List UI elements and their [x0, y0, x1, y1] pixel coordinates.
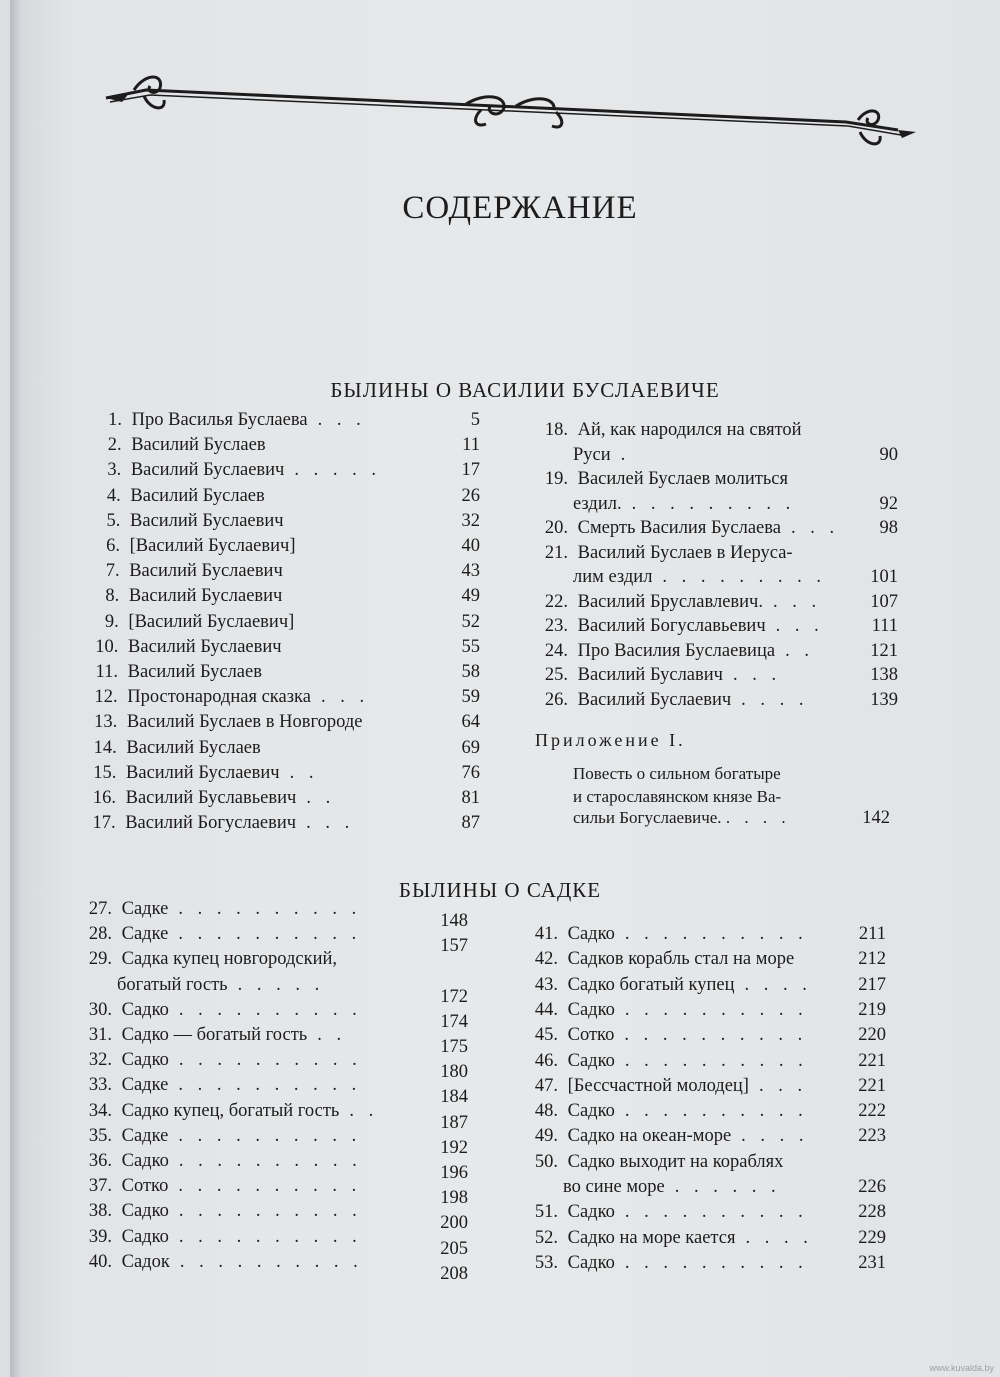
- toc-entry: [88, 635, 281, 659]
- toc-entry: [87, 710, 362, 734]
- leader-dots: . . . . . . . . . .: [178, 924, 362, 945]
- entry-title: Садке: [117, 924, 169, 945]
- toc-entry: [524, 1226, 813, 1250]
- entry-title: Садко купец, богатый гость: [117, 1100, 340, 1121]
- entry-title: Садке: [117, 1075, 169, 1096]
- leader-dots: . . . . . . . . . .: [624, 1025, 808, 1046]
- entry-number: 52.: [534, 1227, 558, 1248]
- entry-number: 9.: [104, 611, 119, 632]
- toc-entry: [524, 973, 812, 997]
- leader-dots: . . . . . . . . . .: [624, 1050, 808, 1071]
- toc-entry: [524, 1074, 807, 1098]
- entry-title: Сотко: [117, 1176, 169, 1197]
- entry-page-number: 208: [440, 1263, 468, 1284]
- toc-entry: [534, 467, 788, 491]
- entry-number: 35.: [88, 1125, 112, 1146]
- appendix-page: 142: [862, 808, 890, 828]
- entry-page-number: 92: [879, 493, 898, 514]
- entry-number: 47.: [534, 1075, 558, 1096]
- toc-entry: [82, 1099, 378, 1123]
- leader-dots: . . . .: [741, 1126, 809, 1147]
- toc-entry: [82, 947, 337, 971]
- leader-dots: . . .: [790, 518, 840, 538]
- entry-title: Василий Буслаевич: [126, 460, 285, 481]
- entry-title: Садок: [117, 1251, 170, 1272]
- entry-page-number: 212: [858, 949, 886, 970]
- leader-dots: . . . . . . . . . .: [178, 1226, 362, 1247]
- entry-page-number: 205: [440, 1238, 468, 1259]
- entry-title: Садко богатый купец: [563, 974, 735, 995]
- entry-number: 27.: [88, 899, 112, 919]
- toc-entry: [82, 1048, 362, 1072]
- leader-dots: . . . . . . . . . .: [178, 999, 362, 1020]
- leader-dots: . . . . . . . . . .: [624, 999, 808, 1020]
- entry-title: Василий Буслаев в Иеруса-: [573, 542, 793, 563]
- entry-page-number: 40: [461, 536, 480, 556]
- toc-entry: [534, 541, 793, 565]
- entry-title: Садко: [563, 1050, 615, 1071]
- entry-title: [Василий Буслаевич]: [123, 611, 295, 632]
- entry-title-continued: во сине море: [563, 1177, 665, 1197]
- entry-page-number: 184: [440, 1087, 468, 1108]
- entry-title: Садко: [117, 1151, 169, 1171]
- entry-page-number: 101: [870, 567, 898, 587]
- entry-number: 5.: [106, 510, 121, 531]
- entry-number: 8.: [105, 586, 120, 607]
- entry-page-number: 221: [858, 1075, 886, 1096]
- entry-page-number: 217: [858, 974, 886, 995]
- entry-title: Василий Буслаевич: [573, 689, 732, 710]
- entry-number: 33.: [88, 1075, 112, 1096]
- toc-entry: [90, 509, 283, 533]
- appendix-line-1: Повесть о сильном богатыре: [573, 764, 781, 783]
- entry-page-number: 64: [461, 712, 480, 733]
- entry-number: 16.: [92, 788, 116, 808]
- entry-page-number: 98: [879, 518, 898, 538]
- entry-page-number: 107: [870, 591, 898, 612]
- toc-entry: [524, 1124, 809, 1148]
- entry-page-number: 90: [879, 444, 898, 465]
- entry-number: 25.: [544, 665, 568, 685]
- leader-dots: . . . .: [741, 689, 809, 710]
- toc-entry-continued: [573, 492, 795, 516]
- entry-title-continued: Руси: [573, 444, 611, 465]
- toc-entry: [524, 1251, 808, 1275]
- entry-title: Василий Буславич: [573, 665, 723, 685]
- toc-entry: [88, 685, 369, 709]
- entry-page-number: 76: [461, 762, 480, 783]
- entry-title: Василий Богуславьевич: [573, 616, 766, 636]
- leader-dots: . . . . . . . . . .: [178, 1151, 362, 1171]
- toc-entry: [524, 1150, 783, 1174]
- leader-dots: .: [620, 444, 631, 465]
- leader-dots: . . . . . . . . .: [631, 493, 796, 514]
- leader-dots: . . . . .: [294, 460, 381, 481]
- leader-dots: . .: [317, 1025, 347, 1045]
- entry-title: Садков корабль стал на море: [563, 949, 795, 970]
- toc-entry: [90, 534, 295, 558]
- entry-page-number: 148: [440, 911, 468, 931]
- toc-entry: [86, 786, 335, 810]
- entry-title-continued: лим ездил: [573, 567, 653, 587]
- toc-entry: [91, 484, 265, 508]
- entry-title-continued: ездил.: [573, 493, 622, 514]
- entry-title: Садко: [117, 1050, 169, 1071]
- entry-number: 49.: [534, 1126, 558, 1147]
- leader-dots: . . .: [772, 591, 822, 612]
- toc-entry: [82, 1073, 361, 1097]
- entry-number: 43.: [534, 974, 558, 995]
- leader-dots: . . . . . . . . . .: [624, 1252, 808, 1273]
- leader-dots: . . . . . . . . . .: [178, 1075, 362, 1096]
- toc-entry: [534, 590, 821, 614]
- toc-entry: [90, 559, 283, 583]
- toc-entry-continued: [573, 565, 826, 589]
- entry-title: Садко выходит на кораблях: [563, 1151, 784, 1172]
- entry-page-number: 49: [461, 586, 480, 607]
- leader-dots: . . . .: [745, 1227, 813, 1248]
- entry-title: Садко: [563, 1252, 615, 1273]
- toc-entry: [524, 1200, 808, 1224]
- entry-title: Садко — богатый гость: [117, 1025, 308, 1045]
- toc-entry: [534, 418, 802, 442]
- entry-title: Садко: [117, 999, 169, 1020]
- entry-title: Про Василья Буслаева: [127, 410, 308, 430]
- entry-title: Василий Буслаев: [121, 737, 261, 758]
- entry-page-number: 87: [461, 813, 480, 834]
- entry-number: 40.: [88, 1251, 112, 1272]
- toc-entry: [524, 922, 808, 946]
- section-title-buslaev: БЫЛИНЫ О ВАСИЛИИ БУСЛАЕВИЧЕ: [330, 378, 720, 402]
- entry-page-number: 180: [440, 1062, 468, 1083]
- entry-number: 23.: [544, 616, 568, 636]
- entry-number: 42.: [534, 949, 558, 970]
- entry-number: 32.: [88, 1050, 112, 1071]
- entry-number: 26.: [544, 689, 568, 710]
- entry-number: 11.: [95, 662, 118, 682]
- entry-number: 17.: [92, 813, 116, 834]
- leader-dots: . . . . . . . . . .: [178, 899, 362, 919]
- leader-dots: . . .: [758, 1075, 808, 1096]
- entry-title: Василий Буслаевич: [124, 586, 283, 607]
- entry-title: Василий Буславьевич: [121, 788, 297, 808]
- entry-page-number: 187: [440, 1112, 468, 1133]
- toc-entry: [534, 639, 814, 663]
- entry-title: Василий Буслаев в Новгороде: [122, 712, 363, 733]
- entry-page-number: 139: [870, 689, 898, 710]
- entry-page-number: 226: [858, 1177, 886, 1197]
- entry-title: Садко на море кается: [563, 1227, 736, 1248]
- entry-page-number: 211: [858, 924, 886, 944]
- entry-number: 46.: [534, 1050, 558, 1071]
- entry-number: 3.: [107, 460, 122, 481]
- entry-title: Василий Буслаевич: [125, 510, 284, 531]
- toc-entry: [524, 1023, 807, 1047]
- entry-page-number: 52: [461, 611, 480, 632]
- toc-entry: [82, 922, 361, 946]
- entry-page-number: 32: [461, 510, 480, 531]
- entry-number: 37.: [88, 1176, 112, 1197]
- page-title: СОДЕРЖАНИЕ: [402, 190, 638, 226]
- entry-number: 31.: [88, 1025, 112, 1045]
- entry-title: Василей Буслаев молиться: [573, 469, 788, 489]
- entry-number: 44.: [534, 999, 558, 1020]
- entry-number: 20.: [544, 518, 568, 538]
- leader-dots: . . . . . . . . . .: [624, 924, 808, 944]
- entry-number: 6.: [106, 536, 120, 556]
- entry-title: Садко: [563, 999, 615, 1020]
- toc-entry: [534, 516, 839, 540]
- entry-title: Простонародная сказка: [122, 687, 311, 708]
- leader-dots: . .: [785, 640, 814, 661]
- entry-number: 45.: [534, 1025, 558, 1046]
- entry-page-number: 220: [858, 1025, 886, 1046]
- entry-title: Садко: [563, 924, 615, 944]
- toc-entry: [524, 947, 794, 971]
- toc-entry-continued: [117, 973, 324, 997]
- leader-dots: . . .: [317, 410, 366, 430]
- toc-entry: [82, 1124, 361, 1148]
- entry-title: Смерть Василия Буслаева: [573, 518, 781, 538]
- entry-page-number: 196: [440, 1163, 468, 1183]
- appendix-line-3: сильи Богуслаевиче. . . . .: [573, 808, 791, 827]
- entry-title: [Бессчастной молодец]: [563, 1075, 749, 1096]
- entry-page-number: 198: [440, 1188, 468, 1209]
- entry-page-number: 55: [461, 636, 480, 657]
- entry-title: Садко: [117, 1201, 169, 1222]
- toc-entry: [82, 1250, 363, 1274]
- entry-title: Садко: [563, 1202, 615, 1223]
- entry-page-number: 219: [858, 999, 886, 1020]
- toc-entry: [86, 811, 355, 835]
- entry-page-number: 175: [440, 1037, 468, 1057]
- leader-dots: . . .: [775, 616, 824, 636]
- toc-entry: [534, 614, 824, 638]
- entry-page-number: 229: [858, 1227, 886, 1248]
- entry-number: 53.: [534, 1252, 558, 1273]
- leader-dots: . . . . .: [237, 974, 325, 995]
- toc-entry: [82, 1199, 362, 1223]
- entry-title: Садке: [117, 899, 169, 919]
- entry-title: Василий Буслаевич: [123, 636, 282, 657]
- toc-entry: [534, 663, 781, 687]
- entry-title: Василий Богуслаевич: [120, 813, 297, 834]
- leader-dots: . . . . . . . . . .: [178, 1050, 362, 1071]
- toc-entry: [91, 458, 381, 482]
- entry-number: 18.: [544, 420, 568, 440]
- toc-entry: [82, 897, 361, 921]
- ornament-headpiece: [86, 62, 916, 162]
- toc-entry: [82, 1174, 361, 1198]
- entry-page-number: 223: [858, 1126, 886, 1147]
- leader-dots: . . .: [732, 665, 782, 685]
- entry-title: Василий Буслаев: [123, 662, 262, 682]
- entry-number: 10.: [95, 636, 119, 657]
- entry-number: 29.: [88, 949, 112, 970]
- entry-number: 2.: [107, 435, 122, 456]
- toc-entry-continued: [573, 443, 630, 467]
- entry-title: Василий Буслаев: [125, 485, 265, 506]
- entry-number: 12.: [94, 687, 118, 708]
- entry-number: 13.: [94, 712, 118, 733]
- entry-page-number: 58: [461, 662, 480, 682]
- entry-page-number: 43: [461, 561, 480, 582]
- entry-number: 21.: [544, 542, 568, 563]
- toc-entry: [82, 1149, 362, 1173]
- leader-dots: . . . . . . . . . .: [178, 1125, 362, 1146]
- entry-number: 19.: [544, 469, 568, 489]
- toc-entry-continued: [563, 1175, 781, 1199]
- entry-page-number: 26: [461, 485, 480, 506]
- entry-number: 30.: [88, 999, 112, 1020]
- entry-number: 24.: [544, 640, 568, 661]
- entry-page-number: 5: [470, 410, 480, 430]
- leader-dots: . .: [306, 788, 336, 808]
- toc-entry: [89, 584, 282, 608]
- entry-number: 41.: [534, 924, 558, 944]
- leader-dots: . . . . . . . . . .: [624, 1101, 808, 1122]
- entry-page-number: 157: [440, 936, 468, 957]
- toc-entry: [92, 433, 266, 457]
- entry-page-number: 192: [440, 1137, 468, 1158]
- entry-number: 15.: [93, 762, 117, 783]
- leader-dots: . . . . . . . . .: [662, 567, 827, 587]
- leader-dots: . . .: [306, 813, 355, 834]
- toc-entry: [87, 736, 261, 760]
- entry-title: Василий Буслаевич: [124, 561, 283, 582]
- toc-entry: [524, 998, 808, 1022]
- entry-number: 22.: [544, 591, 568, 612]
- entry-title: Садко: [117, 1226, 169, 1247]
- entry-page-number: 69: [461, 737, 480, 758]
- entry-title: Василий Бруславлевич.: [573, 591, 763, 612]
- entry-page-number: 138: [870, 665, 898, 685]
- leader-dots: . . .: [320, 687, 370, 708]
- leader-dots: . . . . . . . . . .: [624, 1202, 808, 1223]
- entry-page-number: 200: [440, 1213, 468, 1234]
- toc-entry: [524, 1049, 808, 1073]
- leader-dots: . .: [289, 762, 319, 783]
- entry-number: 14.: [93, 737, 117, 758]
- appendix-heading: Приложение I.: [535, 730, 686, 750]
- watermark-text: www.kuvalda.by: [929, 1363, 994, 1373]
- toc-entry: [88, 660, 262, 684]
- entry-number: 4.: [106, 485, 121, 506]
- entry-page-number: 81: [461, 788, 480, 808]
- entry-number: 28.: [88, 924, 112, 945]
- leader-dots: . . . .: [744, 974, 812, 995]
- entry-number: 39.: [88, 1226, 112, 1247]
- section-title-sadko: БЫЛИНЫ О САДКЕ: [398, 878, 602, 902]
- entry-title-continued: богатый гость: [117, 974, 228, 995]
- entry-number: 1.: [108, 410, 122, 430]
- appendix-line-2: и старославянском князе Ва-: [573, 787, 782, 806]
- entry-title: Ай, как народился на святой: [573, 420, 802, 440]
- leader-dots: . . . . . . . . . .: [179, 1251, 363, 1272]
- entry-title: Сотко: [563, 1025, 615, 1046]
- entry-number: 34.: [88, 1100, 112, 1121]
- entry-title: [Василий Буслаевич]: [125, 536, 296, 556]
- entry-page-number: 222: [858, 1101, 886, 1122]
- entry-page-number: 221: [858, 1050, 886, 1071]
- toc-entry: [524, 1099, 808, 1123]
- entry-page-number: 172: [440, 986, 468, 1007]
- leader-dots: . . . . . . . . . .: [178, 1201, 362, 1222]
- toc-entry: [82, 998, 362, 1022]
- entry-number: 48.: [534, 1101, 558, 1122]
- toc-entry: [534, 688, 809, 712]
- entry-title: Садко: [563, 1101, 615, 1122]
- toc-entry: [92, 408, 366, 432]
- leader-dots: . .: [349, 1100, 379, 1121]
- entry-number: 38.: [88, 1201, 112, 1222]
- entry-number: 50.: [534, 1151, 558, 1172]
- entry-page-number: 231: [858, 1252, 886, 1273]
- toc-entry: [82, 1225, 362, 1249]
- toc-entry: [86, 761, 318, 785]
- leader-dots: . . . . . .: [674, 1177, 781, 1197]
- entry-title: Садке: [117, 1125, 169, 1146]
- entry-title: Василий Буслаев: [126, 435, 266, 456]
- entry-page-number: 228: [858, 1202, 886, 1223]
- toc-entry: [89, 610, 294, 634]
- entry-page-number: 17: [461, 460, 480, 481]
- entry-number: 36.: [88, 1151, 112, 1171]
- entry-page-number: 121: [870, 640, 898, 661]
- leader-dots: . . . . . . . . . .: [178, 1176, 362, 1197]
- entry-page-number: 59: [461, 687, 480, 708]
- entry-title: Садко на океан-море: [563, 1126, 732, 1147]
- entry-title: Про Василия Буслаевица: [573, 640, 776, 661]
- entry-title: Василий Буслаевич: [121, 762, 280, 783]
- entry-page-number: 174: [440, 1011, 468, 1032]
- toc-entry: [82, 1023, 346, 1047]
- entry-title: Садка купец новгородский,: [117, 949, 338, 970]
- entry-number: 51.: [534, 1202, 558, 1223]
- entry-number: 7.: [105, 561, 120, 582]
- entry-page-number: 11: [462, 435, 480, 456]
- entry-page-number: 111: [871, 616, 898, 636]
